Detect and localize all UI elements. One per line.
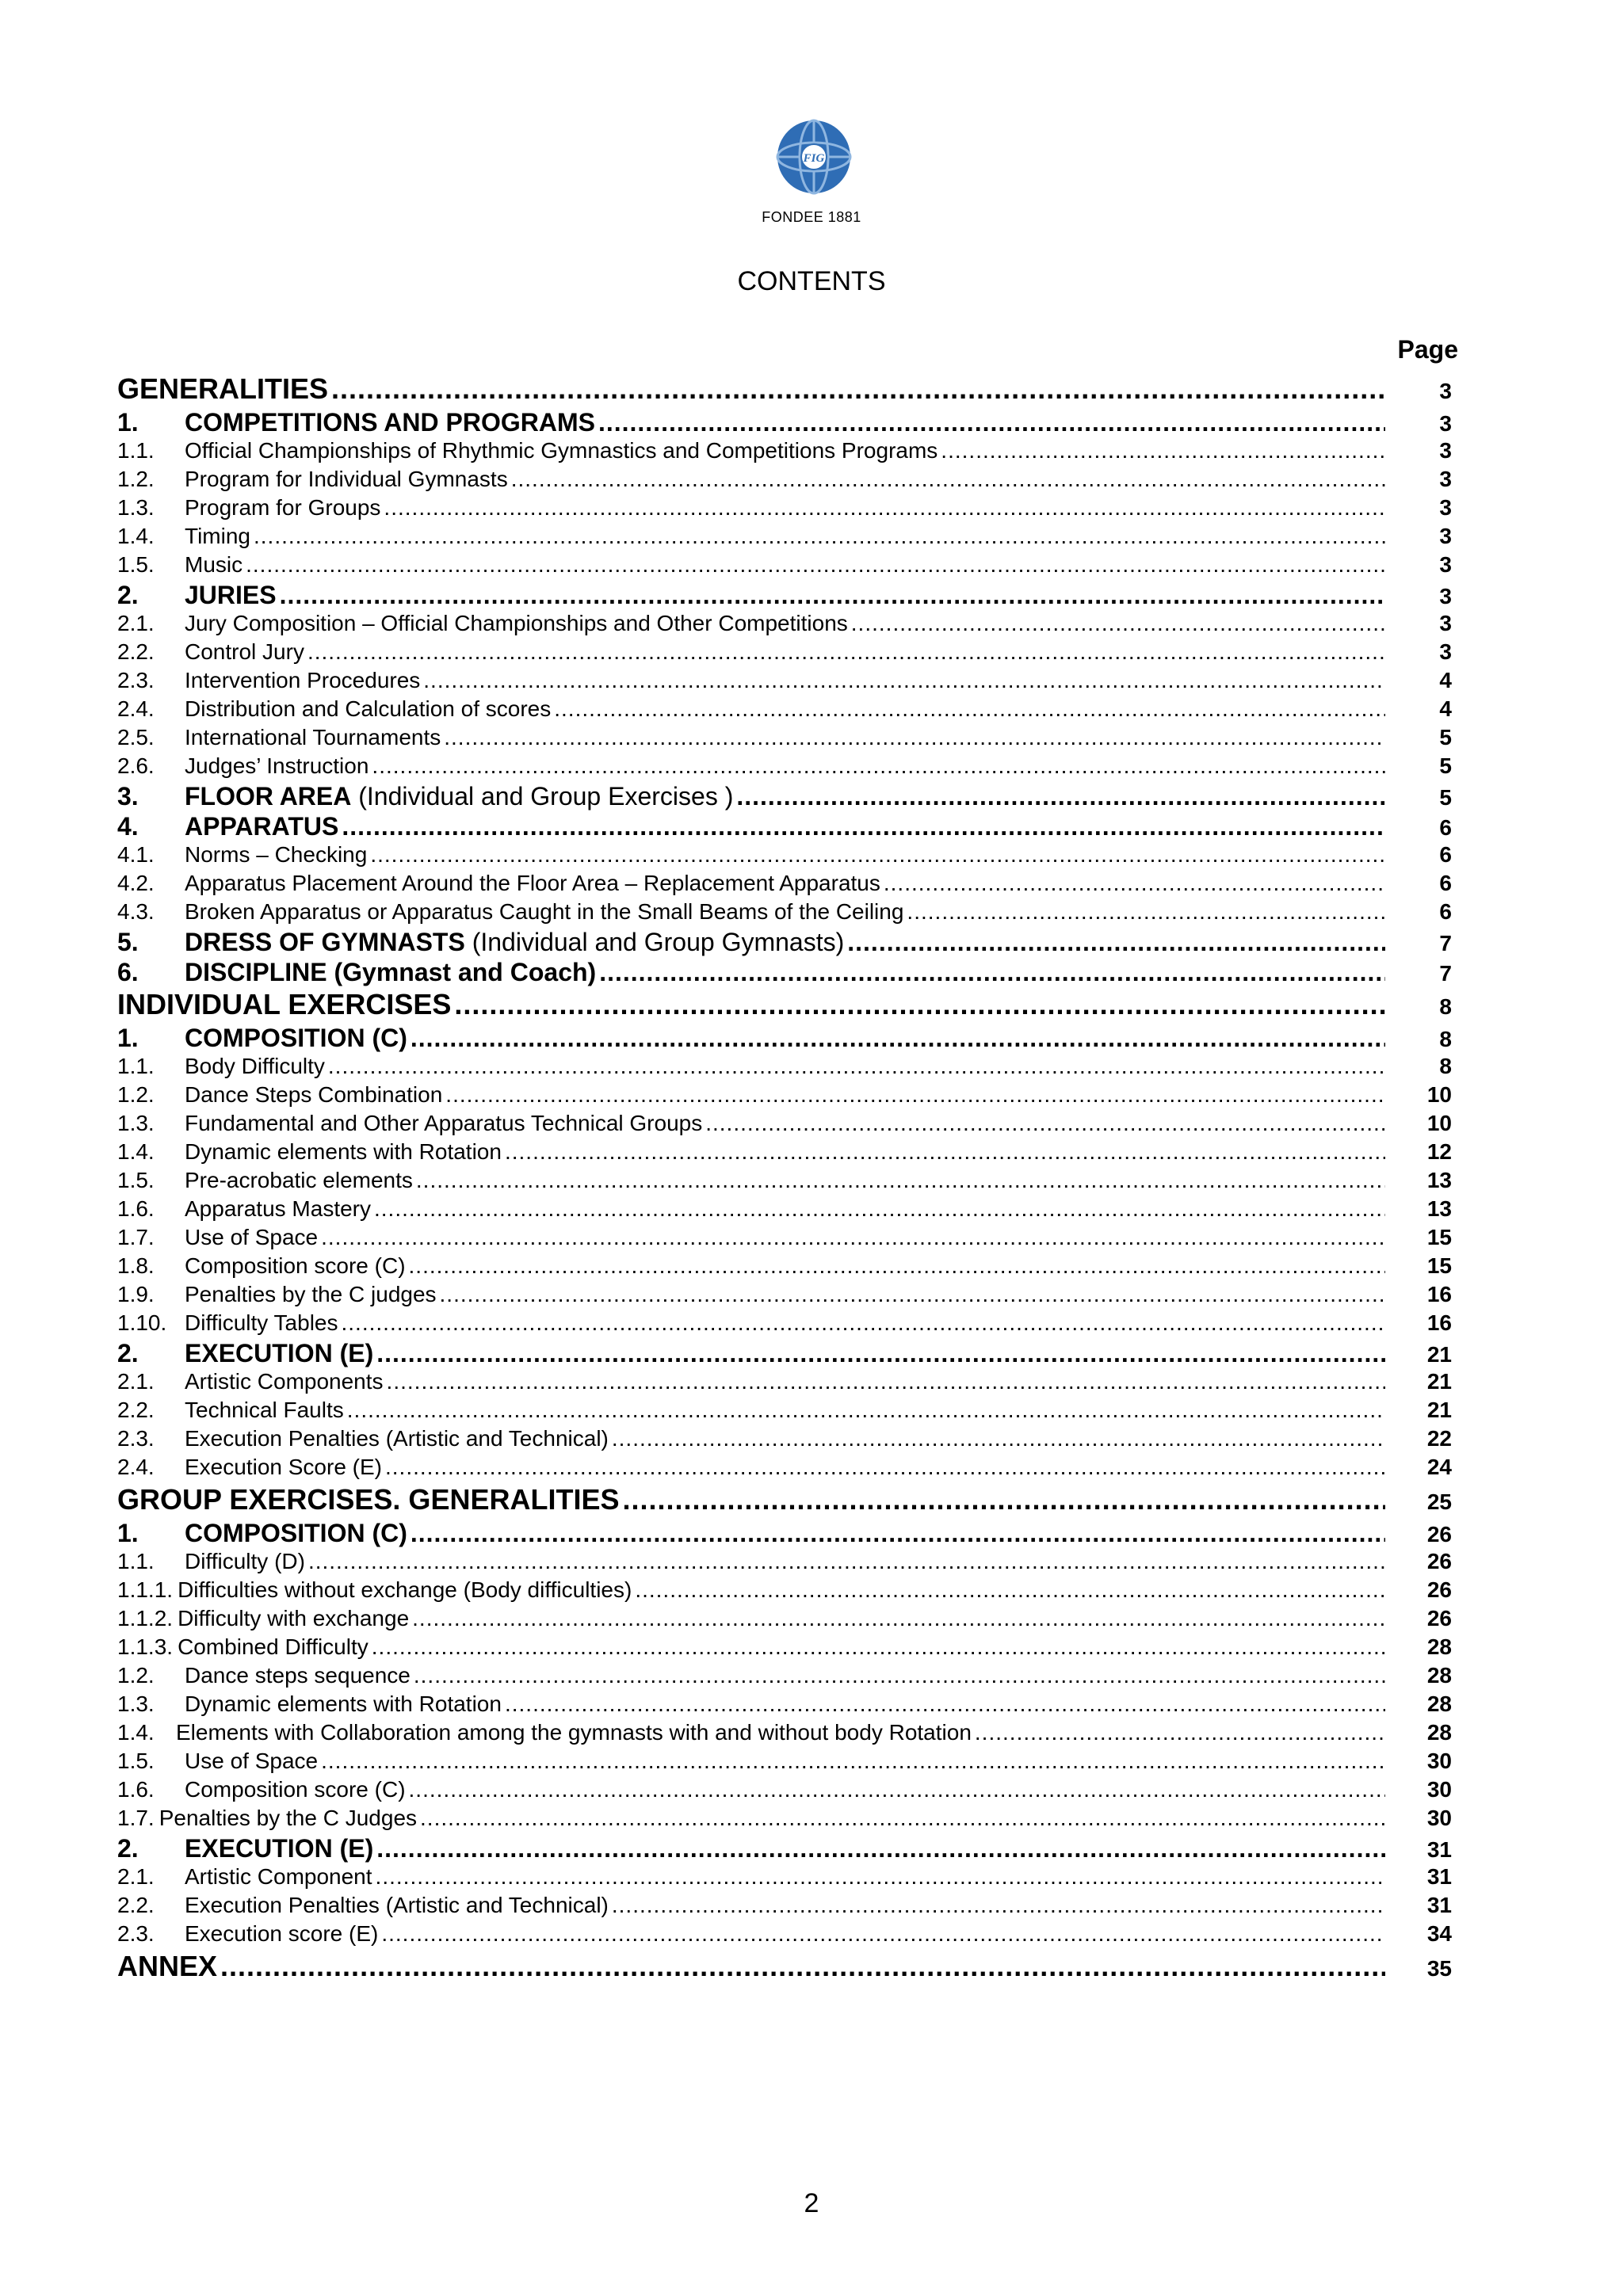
toc-entry-number: 2.1. [117, 1864, 155, 1889]
toc-entry-number: 4.3. [117, 899, 155, 924]
toc-entry-page: 6 [1439, 899, 1452, 924]
toc-entry-number: 2.6. [117, 753, 155, 778]
dot-leader [440, 1282, 1385, 1307]
dot-leader [554, 696, 1385, 722]
toc-entry-title: DRESS OF GYMNASTS [185, 928, 465, 956]
dot-leader [414, 1663, 1385, 1688]
toc-entry[interactable] [117, 1549, 1458, 1577]
toc-entry-page: 3 [1439, 411, 1452, 436]
toc-entry-number: 1.6. [117, 1777, 155, 1802]
toc-entry[interactable] [117, 1111, 1458, 1139]
toc-entry-number: 1.3. [117, 495, 155, 520]
toc-entry[interactable] [117, 1663, 1458, 1691]
dot-leader [328, 1054, 1385, 1079]
toc-entry-number: 4. [117, 812, 139, 841]
toc-entry-page: 28 [1426, 1720, 1452, 1745]
toc-entry[interactable] [117, 1426, 1458, 1455]
toc-entry-number: 1.3. [117, 1691, 155, 1716]
toc-entry[interactable] [117, 581, 1458, 611]
toc-entry[interactable] [117, 1024, 1458, 1054]
dot-leader [280, 581, 1385, 610]
toc-entry-number: 1.2. [117, 1082, 155, 1107]
toc-entry-number: 1.3. [117, 1111, 155, 1135]
dot-leader [342, 812, 1385, 841]
toc-entry-title: JURIES [185, 581, 277, 609]
toc-entry-page: 21 [1426, 1369, 1452, 1394]
toc-entry[interactable] [117, 988, 1458, 1024]
toc-entry[interactable] [117, 668, 1458, 696]
toc-entry[interactable] [117, 1483, 1458, 1519]
toc-entry-page: 8 [1439, 1027, 1452, 1051]
toc-entry-title: ANNEX [117, 1950, 218, 1982]
toc-entry[interactable] [117, 1225, 1458, 1253]
toc-entry-title: Composition score (C) [185, 1253, 406, 1278]
toc-entry-title: Judges’ Instruction [185, 753, 369, 778]
page-title: CONTENTS [737, 266, 886, 296]
toc-entry-title: Execution score (E) [185, 1921, 379, 1946]
toc-entry-number: 1.7. [117, 1225, 155, 1249]
toc-entry-page: 30 [1426, 1749, 1452, 1773]
dot-leader [736, 782, 1385, 811]
toc-entry[interactable] [117, 725, 1458, 753]
dot-leader [321, 1225, 1385, 1250]
toc-entry-title: Distribution and Calculation of scores [185, 696, 552, 721]
toc-entry-page: 15 [1426, 1253, 1452, 1278]
toc-entry-number: 1.5. [117, 1168, 155, 1192]
toc-entry-page: 26 [1426, 1577, 1452, 1602]
toc-entry-number: 4.1. [117, 842, 155, 867]
toc-entry-page: 26 [1426, 1606, 1452, 1630]
toc-entry-page: 8 [1439, 994, 1452, 1019]
dot-leader [385, 1455, 1385, 1480]
toc-entry[interactable] [117, 1310, 1458, 1339]
toc-entry-page: 10 [1426, 1111, 1452, 1135]
toc-entry-number: 1. [117, 408, 139, 437]
toc-entry[interactable] [117, 611, 1458, 639]
dot-leader [423, 668, 1385, 693]
toc-entry-title: Music [185, 552, 243, 577]
toc-entry[interactable] [117, 1082, 1458, 1111]
dot-leader [384, 495, 1385, 521]
toc-entry[interactable] [117, 958, 1458, 988]
toc-entry-title: Execution Score (E) [185, 1455, 382, 1479]
dot-leader [372, 1634, 1385, 1660]
toc-entry[interactable] [117, 552, 1458, 581]
toc-entry-title: Program for Individual Gymnasts [185, 467, 508, 491]
toc-entry[interactable] [117, 1398, 1458, 1426]
toc-entry[interactable] [117, 1282, 1458, 1310]
toc-entry-title: Official Championships of Rhythmic Gymnastics and Competitions Programs [185, 438, 938, 463]
toc-entry-number: 2.3. [117, 668, 155, 692]
toc-entry-title: Artistic Component [185, 1864, 372, 1889]
dot-leader [975, 1720, 1385, 1745]
toc-entry-number: 1.1. [117, 1054, 155, 1078]
toc-entry-title: Intervention Procedures [185, 668, 421, 692]
toc-entry-page: 16 [1426, 1282, 1452, 1306]
dot-leader [412, 1606, 1385, 1631]
toc-entry[interactable] [117, 1921, 1458, 1950]
dot-leader [370, 842, 1385, 868]
dot-leader [376, 1834, 1385, 1863]
svg-text:FIG: FIG [803, 152, 825, 165]
toc-entry-page: 7 [1439, 931, 1452, 955]
toc-entry-number: 2.2. [117, 1398, 155, 1422]
toc-entry-page: 10 [1426, 1082, 1452, 1107]
toc-entry-title: Control Jury [185, 639, 304, 664]
toc-entry-page: 34 [1426, 1921, 1452, 1946]
toc-entry[interactable] [117, 1893, 1458, 1921]
toc-entry-number: 1.2. [117, 467, 155, 491]
dot-leader [612, 1426, 1385, 1451]
dot-leader [612, 1893, 1385, 1918]
toc-entry-page: 6 [1439, 871, 1452, 895]
toc-entry-title: GENERALITIES [117, 372, 329, 405]
toc-entry-title: Composition score (C) [185, 1777, 406, 1802]
dot-leader [416, 1168, 1385, 1193]
toc-entry-number: 2.2. [117, 1893, 155, 1917]
toc-entry[interactable] [117, 438, 1458, 467]
toc-entry-number: 2. [117, 1339, 139, 1367]
toc-entry-number: 1.4. [117, 524, 155, 548]
toc-entry-number: 1.7. [117, 1806, 155, 1830]
toc-entry-page: 13 [1426, 1196, 1452, 1221]
toc-entry[interactable] [117, 1253, 1458, 1282]
toc-entry-title: Program for Groups [185, 495, 381, 520]
dot-leader [220, 1950, 1385, 1983]
toc-entry-page: 22 [1426, 1426, 1452, 1451]
toc-entry-page: 31 [1426, 1893, 1452, 1917]
toc-entry-title: Difficulty (D) [185, 1549, 305, 1573]
dot-leader [420, 1806, 1385, 1831]
toc-entry-title: Elements with Collaboration among the gymnasts with and without body Rotation [176, 1720, 972, 1745]
toc-entry-title: Technical Faults [185, 1398, 344, 1422]
toc-entry-page: 6 [1439, 815, 1452, 840]
toc-entry-number: 2. [117, 581, 139, 609]
dot-leader [622, 1483, 1385, 1516]
toc-entry-title: Penalties by the C judges [185, 1282, 437, 1306]
toc-entry-page: 15 [1426, 1225, 1452, 1249]
toc-entry-page: 21 [1426, 1398, 1452, 1422]
dot-leader [454, 988, 1385, 1021]
toc-entry[interactable] [117, 467, 1458, 495]
toc-entry-title: EXECUTION (E) [185, 1834, 374, 1863]
toc-entry-number: 2. [117, 1834, 139, 1863]
dot-leader [307, 639, 1385, 665]
toc-entry-page: 35 [1426, 1956, 1452, 1981]
toc-entry-title: COMPOSITION (C) [185, 1024, 407, 1052]
toc-entry-page: 3 [1439, 524, 1452, 548]
page-column-header: Page [1397, 335, 1458, 364]
dot-leader [321, 1749, 1385, 1774]
toc-entry[interactable] [117, 1577, 1458, 1606]
toc-entry[interactable] [117, 1777, 1458, 1806]
dot-leader [409, 1777, 1385, 1802]
toc-entry[interactable] [117, 871, 1458, 899]
toc-entry[interactable] [117, 696, 1458, 725]
toc-entry-title: Jury Composition – Official Championships and Other Competitions [185, 611, 848, 635]
toc-entry[interactable] [117, 524, 1458, 552]
toc-entry-title: Difficulties without exchange (Body difficulties) [178, 1577, 632, 1602]
toc-entry-number: 2.5. [117, 725, 155, 749]
dot-leader [331, 372, 1385, 406]
toc-entry-number: 1.4. [117, 1720, 155, 1745]
dot-leader [444, 725, 1385, 750]
toc-entry-number: 1.2. [117, 1663, 155, 1688]
toc-entry-page: 3 [1439, 467, 1452, 491]
toc-entry-note: (Individual and Group Gymnasts) [464, 928, 845, 956]
dot-leader [941, 438, 1385, 463]
dot-leader [376, 1864, 1385, 1890]
toc-entry[interactable] [117, 1168, 1458, 1196]
toc-entry-page: 21 [1426, 1342, 1452, 1367]
toc-entry-number: 2.3. [117, 1921, 155, 1946]
toc-entry-page: 4 [1439, 696, 1452, 721]
toc-entry-title: Apparatus Placement Around the Floor Area – Replacement Apparatus [185, 871, 880, 895]
toc-entry-title: Artistic Components [185, 1369, 384, 1394]
toc-entry[interactable] [117, 782, 1458, 812]
dot-leader [907, 899, 1385, 925]
toc-entry-title: Norms – Checking [185, 842, 368, 867]
toc-entry-page: 28 [1426, 1691, 1452, 1716]
toc-entry-page: 7 [1439, 961, 1452, 986]
toc-entry-page: 31 [1426, 1864, 1452, 1889]
toc-entry-page: 4 [1439, 668, 1452, 692]
toc-entry-page: 3 [1439, 438, 1452, 463]
toc-entry-page: 31 [1426, 1837, 1452, 1862]
dot-leader [374, 1196, 1385, 1222]
toc-entry-title: Timing [185, 524, 250, 548]
toc-entry-page: 3 [1439, 495, 1452, 520]
toc-entry-title: Difficulty with exchange [178, 1606, 410, 1630]
toc-entry[interactable] [117, 495, 1458, 524]
toc-entry-page: 5 [1439, 753, 1452, 778]
toc-entry-title: Body Difficulty [185, 1054, 325, 1078]
toc-entry-page: 3 [1439, 584, 1452, 608]
toc-entry-note: (Individual and Group Exercises ) [351, 782, 734, 810]
toc-entry-title: International Tournaments [185, 725, 441, 749]
toc-entry-page: 30 [1426, 1806, 1452, 1830]
toc-entry[interactable] [117, 1834, 1458, 1864]
toc-entry-page: 16 [1426, 1310, 1452, 1335]
toc-entry[interactable] [117, 1054, 1458, 1082]
toc-entry[interactable] [117, 1634, 1458, 1663]
toc-entry-title: DISCIPLINE (Gymnast and Coach) [185, 958, 597, 986]
toc-entry-title: GROUP EXERCISES. GENERALITIES [117, 1483, 620, 1516]
toc-entry-page: 12 [1426, 1139, 1452, 1164]
toc-entry-title: Difficulty Tables [185, 1310, 338, 1335]
dot-leader [246, 552, 1385, 578]
toc-entry-title: EXECUTION (E) [185, 1339, 374, 1367]
toc-entry-number: 3. [117, 782, 139, 810]
toc-entry[interactable] [117, 1720, 1458, 1749]
toc-entry[interactable] [117, 928, 1458, 958]
toc-entry[interactable] [117, 899, 1458, 928]
toc-entry-number: 1. [117, 1024, 139, 1052]
toc-entry-title: COMPETITIONS AND PROGRAMS [185, 408, 595, 437]
toc-entry[interactable] [117, 753, 1458, 782]
toc-entry-number: 1.1. [117, 438, 155, 463]
toc-entry[interactable] [117, 372, 1458, 408]
toc-entry[interactable] [117, 1196, 1458, 1225]
toc-entry-title: Execution Penalties (Artistic and Technical) [185, 1893, 609, 1917]
toc-entry-title: Broken Apparatus or Apparatus Caught in the Small Beams of the Ceiling [185, 899, 904, 924]
toc-entry-number: 1.9. [117, 1282, 155, 1306]
toc-entry-number: 1.10. [117, 1310, 167, 1335]
toc-entry-page: 3 [1439, 552, 1452, 577]
toc-entry-page: 3 [1439, 639, 1452, 664]
dot-leader [445, 1082, 1385, 1108]
toc-entry[interactable] [117, 1864, 1458, 1893]
toc-entry-number: 4.2. [117, 871, 155, 895]
dot-leader [387, 1369, 1385, 1394]
toc-entry-number: 6. [117, 958, 139, 986]
table-of-contents [117, 372, 1458, 1985]
toc-entry-number: 2.1. [117, 611, 155, 635]
page-number: 2 [804, 2188, 819, 2218]
dot-leader [381, 1921, 1385, 1947]
toc-entry-title: Dance steps sequence [185, 1663, 411, 1688]
toc-entry-number: 1. [117, 1519, 139, 1547]
toc-entry-page: 13 [1426, 1168, 1452, 1192]
toc-entry-number: 2.2. [117, 639, 155, 664]
toc-entry-page: 5 [1439, 725, 1452, 749]
toc-entry-title: Dynamic elements with Rotation [185, 1139, 502, 1164]
dot-leader [409, 1253, 1385, 1279]
dot-leader [411, 1519, 1385, 1548]
toc-entry[interactable] [117, 1606, 1458, 1634]
fig-globe-logo [774, 117, 854, 196]
toc-entry-title: FLOOR AREA [185, 782, 352, 810]
toc-entry-number: 1.1.2. [117, 1606, 174, 1630]
dot-leader [511, 467, 1385, 492]
toc-entry[interactable] [117, 1369, 1458, 1398]
dot-leader [342, 1310, 1386, 1336]
toc-entry[interactable] [117, 1455, 1458, 1483]
dot-leader [635, 1577, 1385, 1603]
dot-leader [376, 1339, 1385, 1368]
dot-leader [411, 1024, 1385, 1053]
toc-entry-title: Combined Difficulty [178, 1634, 369, 1659]
dot-leader [599, 958, 1385, 987]
toc-entry-title: Apparatus Mastery [185, 1196, 371, 1221]
dot-leader [505, 1691, 1385, 1717]
toc-entry-page: 3 [1439, 379, 1452, 403]
toc-entry-number: 1.4. [117, 1139, 155, 1164]
toc-entry-page: 26 [1426, 1549, 1452, 1573]
dot-leader [851, 611, 1385, 636]
toc-entry[interactable] [117, 1749, 1458, 1777]
toc-entry-number: 2.3. [117, 1426, 155, 1451]
toc-entry-number: 5. [117, 928, 139, 956]
toc-entry[interactable] [117, 639, 1458, 668]
toc-entry[interactable] [117, 1339, 1458, 1369]
dot-leader [598, 408, 1385, 437]
toc-entry-page: 5 [1439, 785, 1452, 810]
toc-entry[interactable] [117, 408, 1458, 438]
toc-entry-number: 1.6. [117, 1196, 155, 1221]
toc-entry-page: 25 [1426, 1489, 1452, 1514]
toc-entry-number: 1.1.1. [117, 1577, 174, 1602]
toc-entry[interactable] [117, 842, 1458, 871]
toc-entry-page: 28 [1426, 1663, 1452, 1688]
toc-entry-page: 24 [1426, 1455, 1452, 1479]
toc-entry-title: Use of Space [185, 1749, 319, 1773]
toc-entry[interactable] [117, 812, 1458, 842]
toc-entry-number: 1.1. [117, 1549, 155, 1573]
toc-entry-title: Pre-acrobatic elements [185, 1168, 413, 1192]
toc-entry[interactable] [117, 1139, 1458, 1168]
toc-entry-number: 2.4. [117, 1455, 155, 1479]
toc-entry-title: Penalties by the C Judges [158, 1806, 418, 1830]
toc-entry-number: 1.8. [117, 1253, 155, 1278]
dot-leader [505, 1139, 1385, 1165]
toc-entry[interactable] [117, 1519, 1458, 1549]
toc-entry-title: Dance Steps Combination [185, 1082, 443, 1107]
dot-leader [884, 871, 1385, 896]
toc-entry-number: 2.1. [117, 1369, 155, 1394]
toc-entry-page: 6 [1439, 842, 1452, 867]
toc-entry-title: Execution Penalties (Artistic and Technical) [185, 1426, 609, 1451]
dot-leader [372, 753, 1385, 779]
toc-entry-title: Use of Space [185, 1225, 319, 1249]
toc-entry-number: 2.4. [117, 696, 155, 721]
toc-entry-page: 30 [1426, 1777, 1452, 1802]
dot-leader [847, 928, 1385, 957]
toc-entry-number: 1.5. [117, 1749, 155, 1773]
dot-leader [347, 1398, 1385, 1423]
toc-entry-page: 26 [1426, 1522, 1452, 1547]
fondee-caption: FONDEE 1881 [762, 209, 861, 225]
toc-entry-title: Fundamental and Other Apparatus Technical Groups [185, 1111, 703, 1135]
toc-entry-page: 8 [1439, 1054, 1452, 1078]
toc-entry-title: INDIVIDUAL EXERCISES [117, 988, 452, 1020]
toc-entry-number: 1.5. [117, 552, 155, 577]
toc-entry-page: 28 [1426, 1634, 1452, 1659]
toc-entry[interactable] [117, 1950, 1458, 1985]
toc-entry-title: APPARATUS [185, 812, 339, 841]
toc-entry-page: 3 [1439, 611, 1452, 635]
toc-entry[interactable] [117, 1806, 1458, 1834]
toc-entry-title: Dynamic elements with Rotation [185, 1691, 502, 1716]
dot-leader [254, 524, 1385, 549]
toc-entry-number: 1.1.3. [117, 1634, 174, 1659]
toc-entry-title: COMPOSITION (C) [185, 1519, 407, 1547]
dot-leader [705, 1111, 1385, 1136]
toc-entry[interactable] [117, 1691, 1458, 1720]
dot-leader [308, 1549, 1385, 1574]
